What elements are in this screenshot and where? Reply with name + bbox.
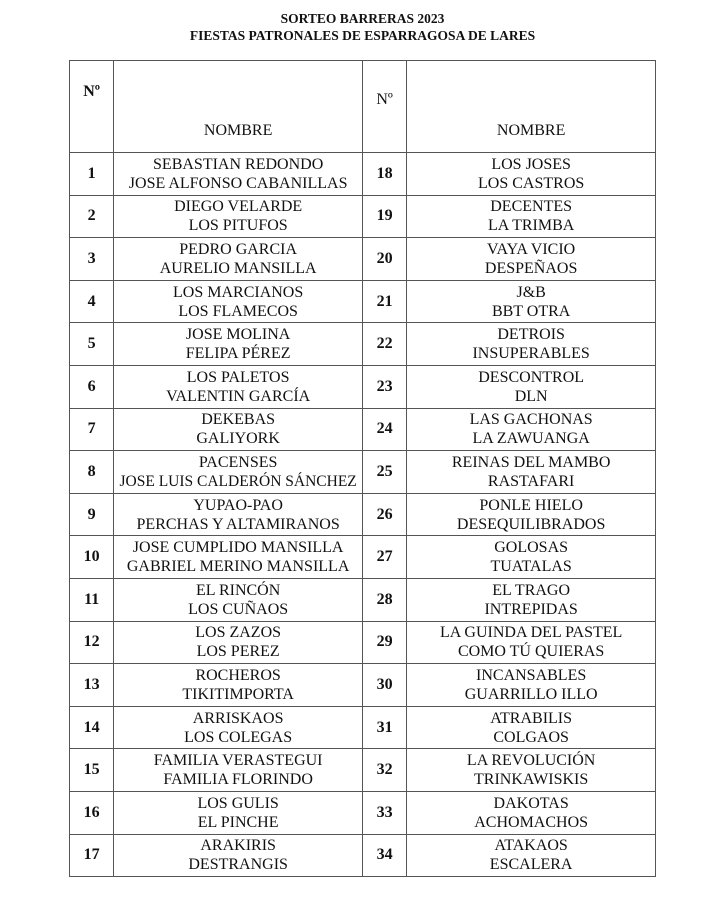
right-names: [407, 493, 656, 536]
right-name-line: VAYA VICIO: [487, 240, 576, 258]
header-number-left: Nº: [70, 61, 114, 153]
left-name-line: LOS CUÑAOS: [188, 600, 289, 618]
left-names: [114, 706, 363, 749]
right-name-line: LOS JOSES: [491, 155, 571, 173]
right-names: [407, 664, 656, 707]
table-row: [70, 834, 656, 877]
right-names: [407, 280, 656, 323]
table-row: [70, 195, 656, 238]
left-names: [114, 834, 363, 877]
right-number: 28: [362, 578, 406, 621]
right-number: 33: [362, 791, 406, 834]
right-names: [407, 578, 656, 621]
table-row: [70, 153, 656, 196]
header-number-right: Nº: [362, 61, 406, 153]
right-name-line: INCANSABLES: [476, 666, 587, 684]
right-number: 34: [362, 834, 406, 877]
right-number: 18: [362, 153, 406, 196]
left-name-line: DESTRANGIS: [188, 856, 288, 874]
left-name-line: TIKITIMPORTA: [182, 685, 294, 703]
left-number: 8: [70, 451, 114, 494]
left-number: 17: [70, 834, 114, 877]
table-header-row: [70, 61, 656, 153]
right-number: 27: [362, 536, 406, 579]
left-name-line: SEBASTIAN REDONDO: [153, 155, 324, 173]
left-number: 15: [70, 749, 114, 792]
left-name-line: GABRIEL MERINO MANSILLA: [126, 558, 350, 576]
right-names: [407, 706, 656, 749]
right-names: [407, 791, 656, 834]
left-name-line: ARRISKAOS: [192, 709, 284, 727]
left-names: [114, 323, 363, 366]
left-names: [114, 749, 363, 792]
right-names: [407, 365, 656, 408]
right-name-line: LA GUINDA DEL PASTEL: [439, 624, 623, 642]
left-name-line: PEDRO GARCIA: [179, 240, 298, 258]
left-name-line: LOS FLAMECOS: [178, 302, 298, 320]
right-number: 19: [362, 195, 406, 238]
left-name-line: AURELIO MANSILLA: [159, 259, 317, 277]
left-name-line: ARAKIRIS: [200, 837, 276, 855]
table-row: [70, 408, 656, 451]
left-number: 1: [70, 153, 114, 196]
right-name-line: REINAS DEL MAMBO: [451, 453, 611, 471]
right-number: 21: [362, 280, 406, 323]
draw-table-body: [70, 61, 656, 877]
right-number: 29: [362, 621, 406, 664]
left-name-line: DIEGO VELARDE: [174, 198, 303, 216]
left-names: [114, 451, 363, 494]
left-names: [114, 365, 363, 408]
right-number: 30: [362, 664, 406, 707]
left-name-line: LOS PALETOS: [186, 368, 290, 386]
right-name-line: GOLOSAS: [494, 539, 569, 557]
right-name-line: ACHOMACHOS: [474, 813, 589, 831]
table-row: [70, 238, 656, 281]
left-number: 4: [70, 280, 114, 323]
right-name-line: DLN: [514, 387, 548, 405]
right-names: [407, 749, 656, 792]
header-name-right: NOMBRE: [407, 61, 656, 153]
right-name-line: EL TRAGO: [492, 581, 571, 599]
header-name-left: NOMBRE: [114, 61, 363, 153]
right-name-line: ATAKAOS: [494, 837, 568, 855]
left-name-line: JOSE LUIS CALDERÓN SÁNCHEZ: [119, 472, 357, 490]
left-name-line: EL PINCHE: [197, 813, 279, 831]
right-number: 23: [362, 365, 406, 408]
right-names: [407, 408, 656, 451]
right-name-line: DESCONTROL: [478, 368, 585, 386]
right-number: 31: [362, 706, 406, 749]
left-names: [114, 664, 363, 707]
draw-table: [69, 60, 656, 877]
right-names: [407, 323, 656, 366]
left-name-line: LOS COLEGAS: [184, 728, 293, 746]
left-names: [114, 493, 363, 536]
table-row: [70, 621, 656, 664]
right-name-line: DAKOTAS: [493, 794, 569, 812]
right-number: 22: [362, 323, 406, 366]
right-name-line: ATRABILIS: [490, 709, 573, 727]
right-name-line: LAS GACHONAS: [469, 411, 593, 429]
left-names: [114, 238, 363, 281]
left-names: [114, 153, 363, 196]
left-name-line: ROCHEROS: [195, 666, 281, 684]
left-name-line: PACENSES: [198, 453, 278, 471]
right-names: [407, 195, 656, 238]
left-name-line: DEKEBAS: [201, 411, 276, 429]
left-names: [114, 408, 363, 451]
left-name-line: JOSE CUMPLIDO MANSILLA: [132, 539, 344, 557]
right-name-line: ESCALERA: [489, 856, 573, 874]
left-name-line: LOS MARCIANOS: [173, 283, 304, 301]
title-line-1: SORTEO BARRERAS 2023: [280, 11, 445, 26]
left-name-line: EL RINCÓN: [195, 581, 281, 599]
left-number: 5: [70, 323, 114, 366]
right-name-line: INSUPERABLES: [472, 345, 590, 363]
right-name-line: BBT OTRA: [491, 302, 571, 320]
right-names: [407, 238, 656, 281]
left-names: [114, 578, 363, 621]
left-names: [114, 536, 363, 579]
right-names: [407, 153, 656, 196]
right-number: 24: [362, 408, 406, 451]
left-number: 12: [70, 621, 114, 664]
table-row: [70, 536, 656, 579]
right-name-line: TRINKAWISKIS: [474, 771, 589, 789]
right-name-line: COMO TÚ QUIERAS: [457, 643, 605, 661]
left-number: 14: [70, 706, 114, 749]
left-names: [114, 280, 363, 323]
right-name-line: INTREPIDAS: [484, 600, 578, 618]
right-name-line: DESPEÑAOS: [484, 259, 578, 277]
right-names: [407, 621, 656, 664]
left-number: 11: [70, 578, 114, 621]
right-name-line: LA REVOLUCIÓN: [466, 752, 596, 770]
right-name-line: J&B: [516, 283, 546, 301]
left-number: 10: [70, 536, 114, 579]
table-row: [70, 323, 656, 366]
right-name-line: RASTAFARI: [487, 472, 575, 490]
right-name-line: PONLE HIELO: [479, 496, 583, 514]
right-number: 25: [362, 451, 406, 494]
left-name-line: LOS ZAZOS: [195, 624, 282, 642]
right-number: 26: [362, 493, 406, 536]
left-number: 13: [70, 664, 114, 707]
left-number: 3: [70, 238, 114, 281]
left-name-line: YUPAO-PAO: [193, 496, 283, 514]
left-name-line: PERCHAS Y ALTAMIRANOS: [136, 515, 340, 533]
right-name-line: LOS CASTROS: [478, 174, 585, 192]
table-row: [70, 578, 656, 621]
left-name-line: LOS PITUFOS: [188, 217, 288, 235]
left-number: 6: [70, 365, 114, 408]
left-number: 2: [70, 195, 114, 238]
table-row: [70, 280, 656, 323]
left-names: [114, 791, 363, 834]
left-name-line: JOSE MOLINA: [185, 326, 291, 344]
left-number: 16: [70, 791, 114, 834]
table-row: [70, 451, 656, 494]
table-row: [70, 493, 656, 536]
left-name-line: FAMILIA FLORINDO: [163, 771, 313, 789]
right-names: [407, 834, 656, 877]
right-name-line: COLGAOS: [493, 728, 569, 746]
right-name-line: LA TRIMBA: [487, 217, 575, 235]
left-name-line: VALENTIN GARCÍA: [166, 387, 311, 405]
table-row: [70, 791, 656, 834]
right-name-line: TUATALAS: [490, 558, 572, 576]
table-row: [70, 749, 656, 792]
right-number: 20: [362, 238, 406, 281]
left-names: [114, 195, 363, 238]
table-row: [70, 706, 656, 749]
left-name-line: LOS GULIS: [197, 794, 279, 812]
left-name-line: FAMILIA VERASTEGUI: [153, 752, 323, 770]
left-number: 9: [70, 493, 114, 536]
left-name-line: FELIPA PÉREZ: [185, 345, 291, 363]
left-name-line: GALIYORK: [196, 430, 280, 448]
table-row: [70, 664, 656, 707]
document-title: [0, 10, 725, 44]
left-name-line: JOSE ALFONSO CABANILLAS: [128, 174, 348, 192]
left-name-line: LOS PEREZ: [196, 643, 280, 661]
table-row: [70, 365, 656, 408]
right-names: [407, 451, 656, 494]
right-name-line: DESEQUILIBRADOS: [456, 515, 606, 533]
left-names: [114, 621, 363, 664]
right-name-line: DETROIS: [497, 326, 565, 344]
right-number: 32: [362, 749, 406, 792]
right-names: [407, 536, 656, 579]
left-number: 7: [70, 408, 114, 451]
title-line-2: FIESTAS PATRONALES DE ESPARRAGOSA DE LARES: [189, 28, 536, 43]
right-name-line: DECENTES: [490, 198, 573, 216]
right-name-line: LA ZAWUANGA: [472, 430, 590, 448]
right-name-line: GUARRILLO ILLO: [464, 685, 598, 703]
